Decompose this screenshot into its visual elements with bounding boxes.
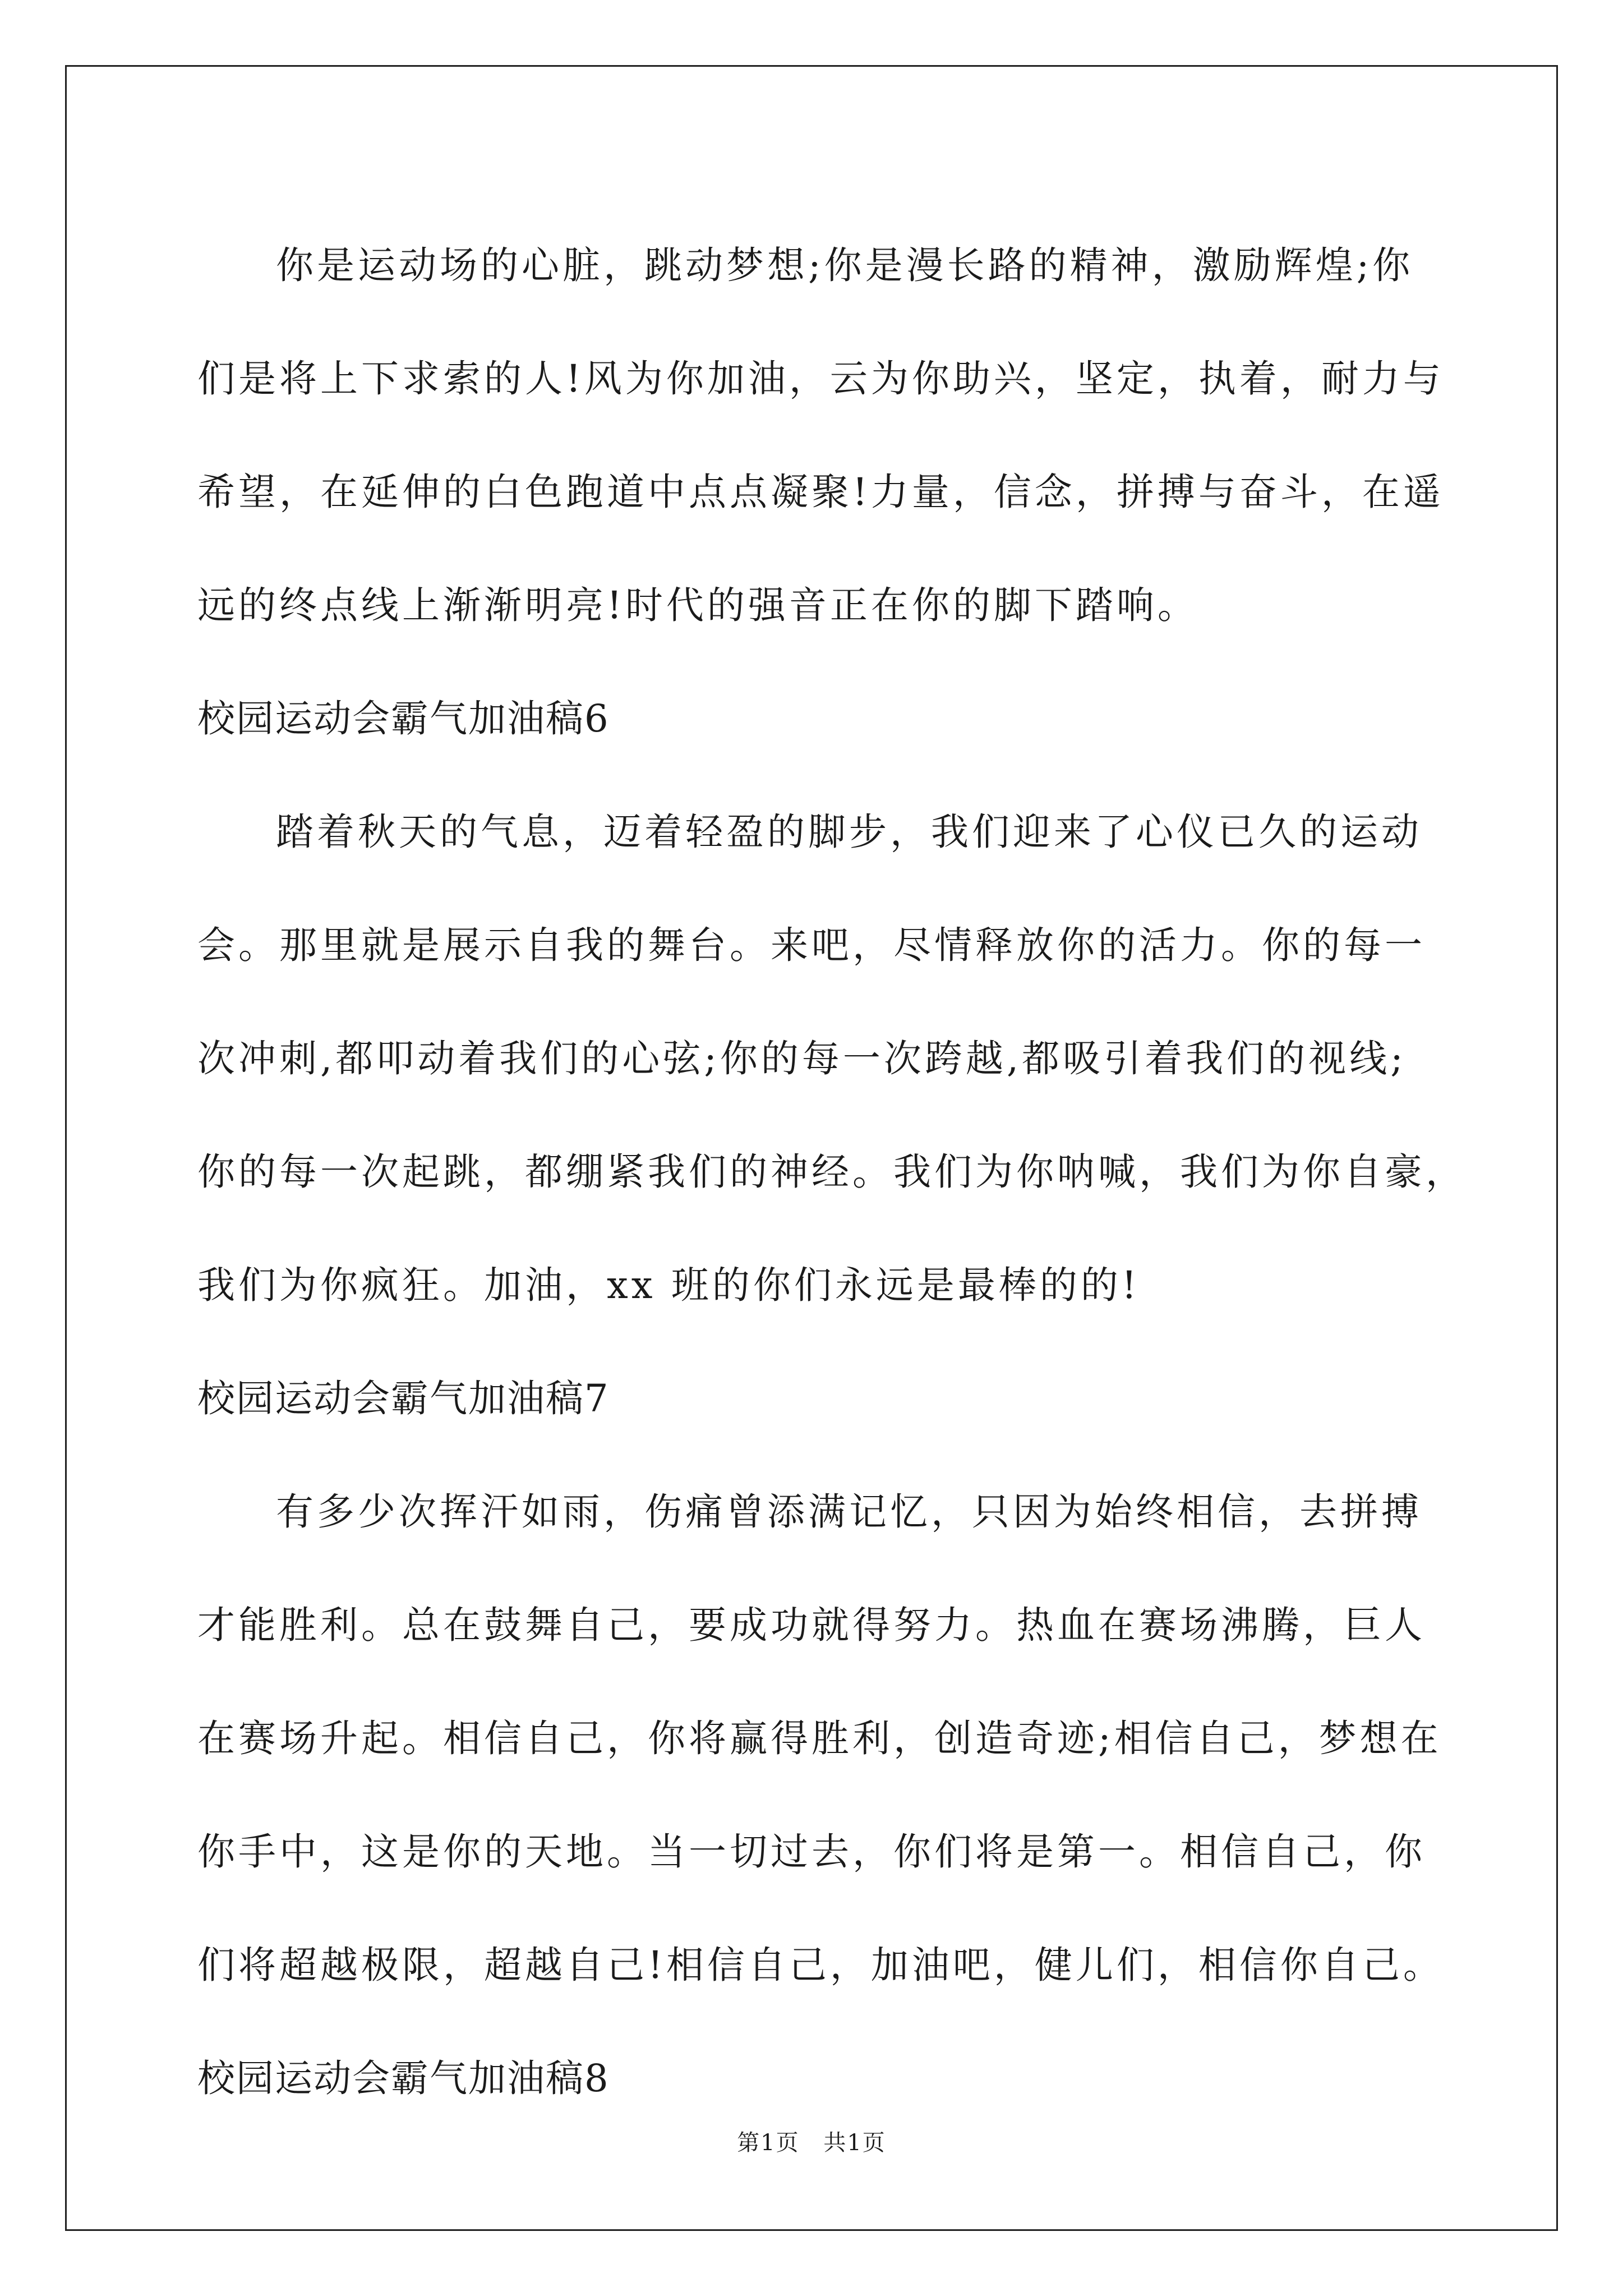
paragraph-6-line: 我们为你疯狂。加油，xx 班的你们永远是最棒的的! (197, 1263, 1140, 1307)
page-footer (0, 2129, 1623, 2157)
section-heading-6: 校园运动会霸气加油稿6 (197, 697, 610, 740)
paragraph-6-line: 次冲刺,都叩动着我们的心弦;你的每一次跨越,都吸引着我们的视线; (197, 1037, 1407, 1080)
paragraph-6-line: 踏着秋天的气息，迈着轻盈的脚步，我们迎来了心仪已久的运动 (276, 810, 1422, 854)
page-number-current: 第1页 (737, 2130, 800, 2156)
paragraph-1-line: 希望，在延伸的白色跑道中点点凝聚!力量，信念，拼搏与奋斗，在遥 (197, 470, 1444, 514)
paragraph-6-line: 你的每一次起跳，都绷紧我们的神经。我们为你呐喊，我们为你自豪， (197, 1150, 1467, 1194)
paragraph-1-line: 们是将上下求索的人!风为你加油，云为你助兴，坚定，执着，耐力与 (197, 357, 1444, 401)
paragraph-1-line: 你是运动场的心脏，跳动梦想;你是漫长路的精神，激励辉煌;你 (276, 243, 1414, 287)
page-number-total: 共1页 (823, 2130, 886, 2156)
paragraph-7-line: 在赛场升起。相信自己，你将赢得胜利，创造奇迹;相信自己，梦想在 (197, 1717, 1442, 1760)
section-heading-8: 校园运动会霸气加油稿8 (197, 2056, 610, 2100)
document-body (197, 209, 1467, 2135)
paragraph-6-line: 会。那里就是展示自我的舞台。来吧，尽情释放你的活力。你的每一 (197, 923, 1426, 967)
section-heading-7: 校园运动会霸气加油稿7 (197, 1377, 610, 1420)
paragraph-1-line: 远的终点线上渐渐明亮!时代的强音正在你的脚下踏响。 (197, 583, 1198, 627)
paragraph-7-line: 有多少次挥汗如雨，伤痛曾添满记忆，只因为始终相信，去拼搏 (276, 1490, 1422, 1534)
paragraph-7-line: 们将超越极限，超越自己!相信自己，加油吧，健儿们，相信你自己。 (197, 1943, 1444, 1987)
paragraph-7-line: 才能胜利。总在鼓舞自己，要成功就得努力。热血在赛场沸腾，巨人 (197, 1603, 1426, 1647)
paragraph-7-line: 你手中，这是你的天地。当一切过去，你们将是第一。相信自己，你 (197, 1830, 1426, 1874)
